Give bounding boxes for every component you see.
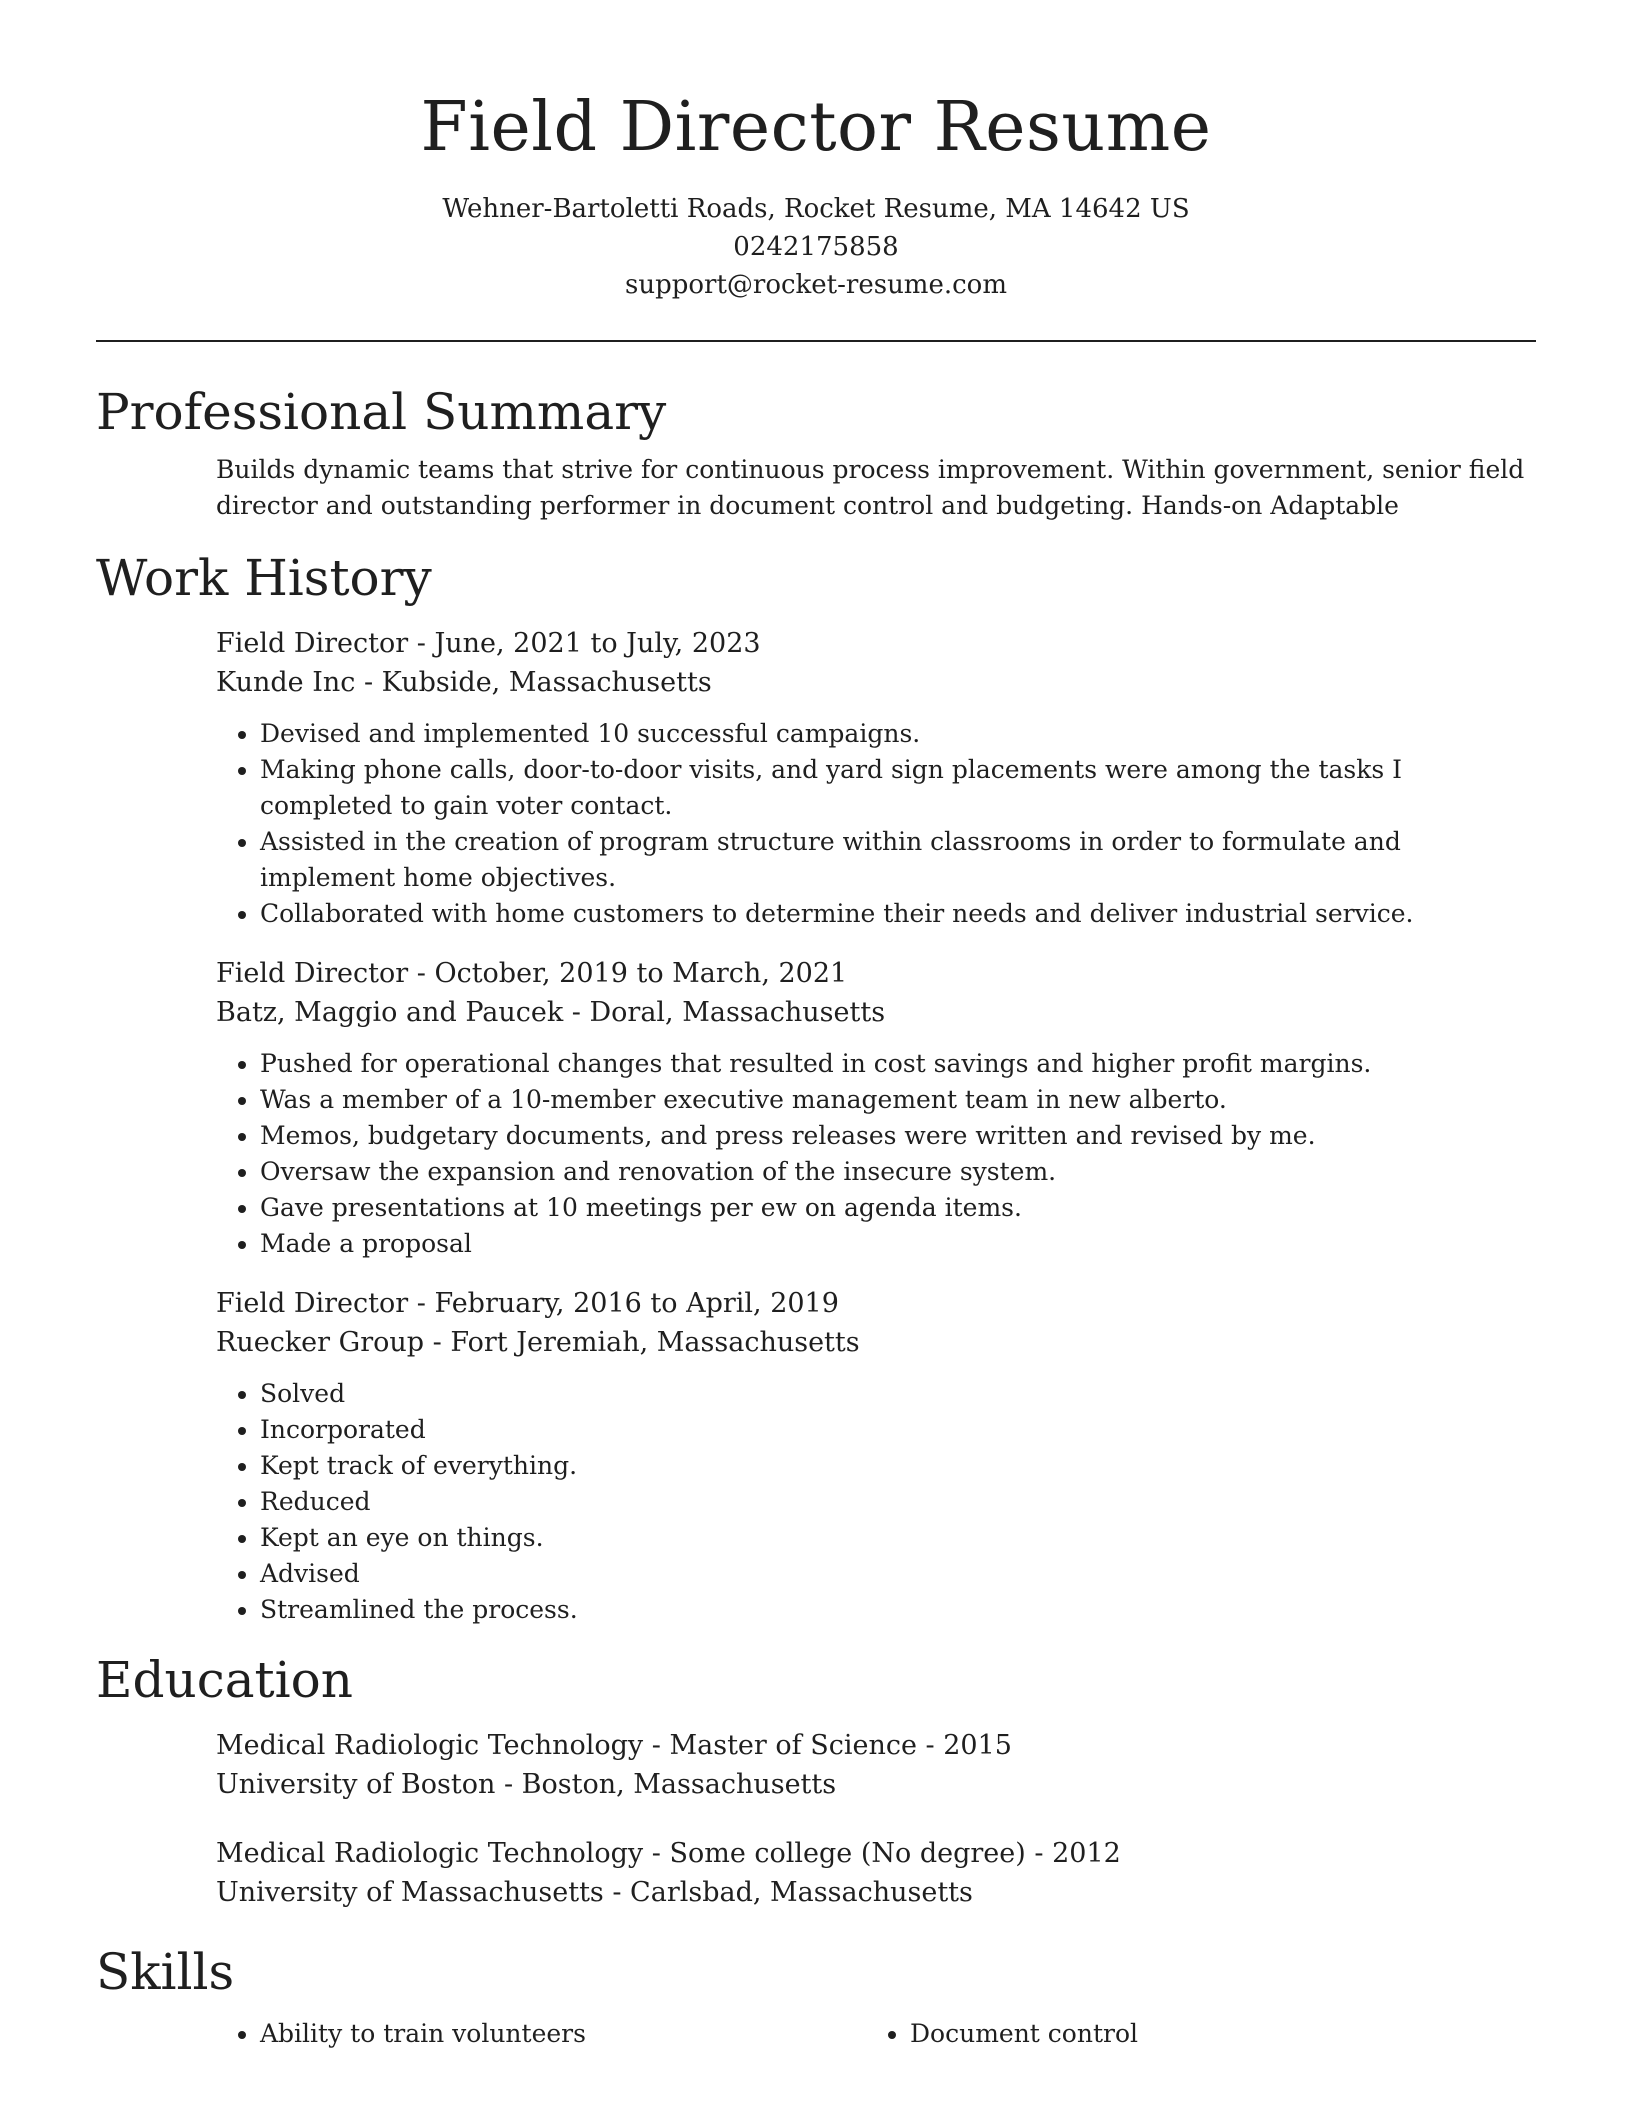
job-bullets: [216, 1376, 1536, 1628]
job-bullets: [216, 1046, 1536, 1262]
list-item: • Advised: [260, 1556, 1536, 1592]
skills-section: [96, 2016, 1536, 2052]
list-item: • Pushed for operational changes that resulted in cost savings and higher profit margins.: [260, 1046, 1536, 1082]
section-title-skills: Skills: [96, 1943, 235, 2001]
list-item: • Made a proposal: [260, 1226, 1536, 1262]
resume-header: [96, 88, 1536, 304]
work-history-section: [96, 624, 1536, 1628]
list-item: • Devised and implemented 10 successful campaigns.: [260, 716, 1536, 752]
job-title-line: Field Director - February, 2016 to April, 2019: [216, 1288, 839, 1319]
list-item: • Assisted in the creation of program structure within classrooms in order to formulate and implement home objectives.: [260, 824, 1536, 896]
list-item: • Collaborated with home customers to determine their needs and deliver industrial service.: [260, 896, 1536, 932]
job-company-line: Kunde Inc - Kubside, Massachusetts: [216, 667, 712, 698]
list-item: • Gave presentations at 10 meetings per ew on agenda items.: [260, 1190, 1536, 1226]
education-section: [96, 1726, 1536, 1912]
education-school-line: University of Massachusetts - Carlsbad, Massachusetts: [216, 1877, 973, 1908]
education-degree-line: Medical Radiologic Technology - Some college (No degree) - 2012: [216, 1838, 1121, 1869]
resume-title: Field Director Resume: [420, 88, 1212, 167]
list-item: • Kept an eye on things.: [260, 1520, 1536, 1556]
list-item: • Kept track of everything.: [260, 1448, 1536, 1484]
list-item: • Oversaw the expansion and renovation of the insecure system.: [260, 1154, 1536, 1190]
list-item: • Was a member of a 10-member executive management team in new alberto.: [260, 1082, 1536, 1118]
job-bullets: [216, 716, 1536, 932]
contact-phone: 0242175858: [733, 232, 899, 262]
contact-email: support@rocket-resume.com: [624, 270, 1007, 300]
skill-item: • Document control: [910, 2016, 1540, 2052]
list-item: • Solved: [260, 1376, 1536, 1412]
job-entry: [216, 1284, 1536, 1628]
job-entry: [216, 624, 1536, 932]
list-item: • Reduced: [260, 1484, 1536, 1520]
education-school-line: University of Boston - Boston, Massachusetts: [216, 1769, 837, 1800]
summary-text: Builds dynamic teams that strive for continuous process improvement. Within government, senior field director and outstanding performer in document control and budgeting. Hands-on Adaptable: [216, 455, 1525, 520]
list-item: • Memos, budgetary documents, and press releases were written and revised by me.: [260, 1118, 1536, 1154]
contact-address: Wehner-Bartoletti Roads, Rocket Resume, MA 14642 US: [442, 194, 1190, 224]
job-company-line: Batz, Maggio and Paucek - Doral, Massachusetts: [216, 997, 886, 1028]
list-item: • Making phone calls, door-to-door visits, and yard sign placements were among the tasks I completed to gain voter contact.: [260, 752, 1536, 824]
job-company-line: Ruecker Group - Fort Jeremiah, Massachusetts: [216, 1327, 860, 1358]
header-divider: [96, 340, 1536, 342]
section-title-summary: Professional Summary: [96, 383, 667, 441]
job-title-line: Field Director - October, 2019 to March, 2021: [216, 958, 848, 989]
contact-block: [96, 190, 1536, 304]
skills-list: [216, 2016, 1536, 2052]
list-item: • Streamlined the process.: [260, 1592, 1536, 1628]
list-item: • Incorporated: [260, 1412, 1536, 1448]
summary-section: [96, 452, 1536, 524]
education-entry: [216, 1726, 1536, 1804]
skill-item: • Ability to train volunteers: [260, 2016, 890, 2052]
education-degree-line: Medical Radiologic Technology - Master of Science - 2015: [216, 1730, 1012, 1761]
section-title-work-history: Work History: [96, 549, 432, 607]
education-entry: [216, 1834, 1536, 1912]
job-title-line: Field Director - June, 2021 to July, 2023: [216, 628, 761, 659]
job-entry: [216, 954, 1536, 1262]
section-title-education: Education: [96, 1651, 353, 1709]
